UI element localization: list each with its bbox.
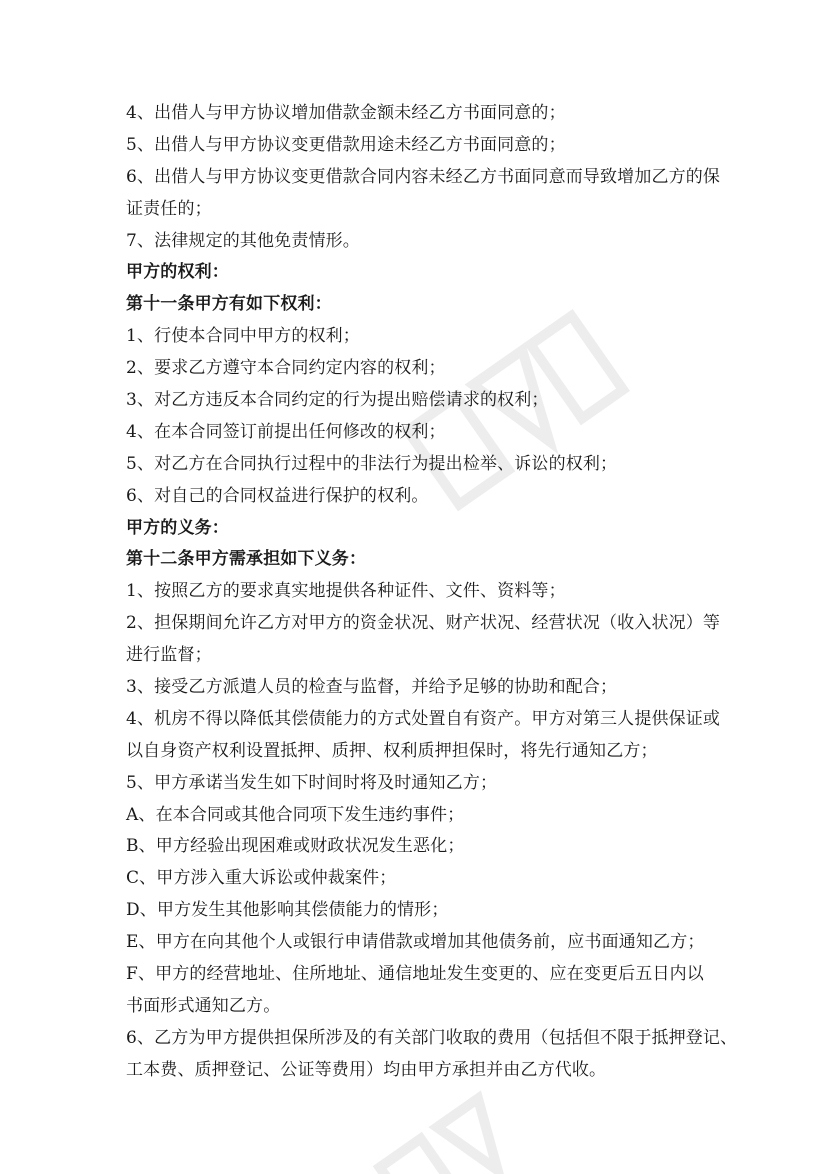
paragraph-line: 4、在本合同签订前提出任何修改的权利； [126,421,446,442]
paragraph-line: C、甲方涉入重大诉讼或仲裁案件； [126,868,397,889]
paragraph-line: 2、担保期间允许乙方对甲方的资金状况、财产状况、经营状况（收入状况）等 [126,613,721,634]
paragraph-line: 7、法律规定的其他免责情形。 [126,230,360,251]
paragraph-line: E、甲方在向其他个人或银行申请借款或增加其他债务前，应书面通知乙方； [126,932,705,953]
paragraph-line: 进行监督； [126,645,212,666]
paragraph-line: 2、要求乙方遵守本合同约定内容的权利； [126,358,446,379]
paragraph-line: F、甲方的经营地址、住所地址、通信地址发生变更的、应在变更后五日内以 [126,964,704,985]
section-heading: 第十二条甲方需承担如下义务： [126,549,367,570]
paragraph-line: 6、乙方为甲方提供担保所涉及的有关部门收取的费用（包括但不限于抵押登记、 [126,1027,738,1048]
paragraph-line: 5、甲方承诺当发生如下时间时将及时通知乙方； [126,772,498,793]
paragraph-line: 5、对乙方在合同执行过程中的非法行为提出检举、诉讼的权利； [126,453,618,474]
paragraph-line: 3、接受乙方派遣人员的检查与监督，并给予足够的协助和配合； [126,677,618,698]
paragraph-line: 6、对自己的合同权益进行保护的权利。 [126,485,429,506]
paragraph-line: 6、出借人与甲方协议变更借款合同内容未经乙方书面同意而导致增加乙方的保 [126,166,721,187]
paragraph-line: 4、机房不得以降低其偿债能力的方式处置自有资产。甲方对第三人提供保证或 [126,708,721,729]
paragraph-line: 1、行使本合同中甲方的权利； [126,326,360,347]
paragraph-line: A、在本合同或其他合同项下发生违约事件； [126,804,465,825]
paragraph-line: 3、对乙方违反本合同约定的行为提出赔偿请求的权利； [126,390,549,411]
paragraph-line: 工本费、质押登记、公证等费用）均由甲方承担并由乙方代收。 [126,1059,607,1080]
paragraph-line: D、甲方发生其他影响其偿债能力的情形； [126,900,449,921]
section-heading: 甲方的义务： [126,517,229,538]
paragraph-line: 证责任的； [126,198,212,219]
document-body [126,98,738,1087]
paragraph-line: 书面形式通知乙方。 [126,995,281,1016]
paragraph-line: 5、出借人与甲方协议变更借款用途未经乙方书面同意的； [126,134,566,155]
paragraph-line: 4、出借人与甲方协议增加借款金额未经乙方书面同意的； [126,103,566,123]
paragraph-line: 以自身资产权利设置抵押、质押、权利质押担保时，将先行通知乙方； [126,740,658,761]
section-heading: 第十一条甲方有如下权利： [126,294,332,315]
section-heading: 甲方的权利： [126,262,229,283]
paragraph-line: B、甲方经验出现困难或财政状况发生恶化； [126,836,465,857]
paragraph-line: 1、按照乙方的要求真实地提供各种证件、文件、资料等； [126,581,566,602]
